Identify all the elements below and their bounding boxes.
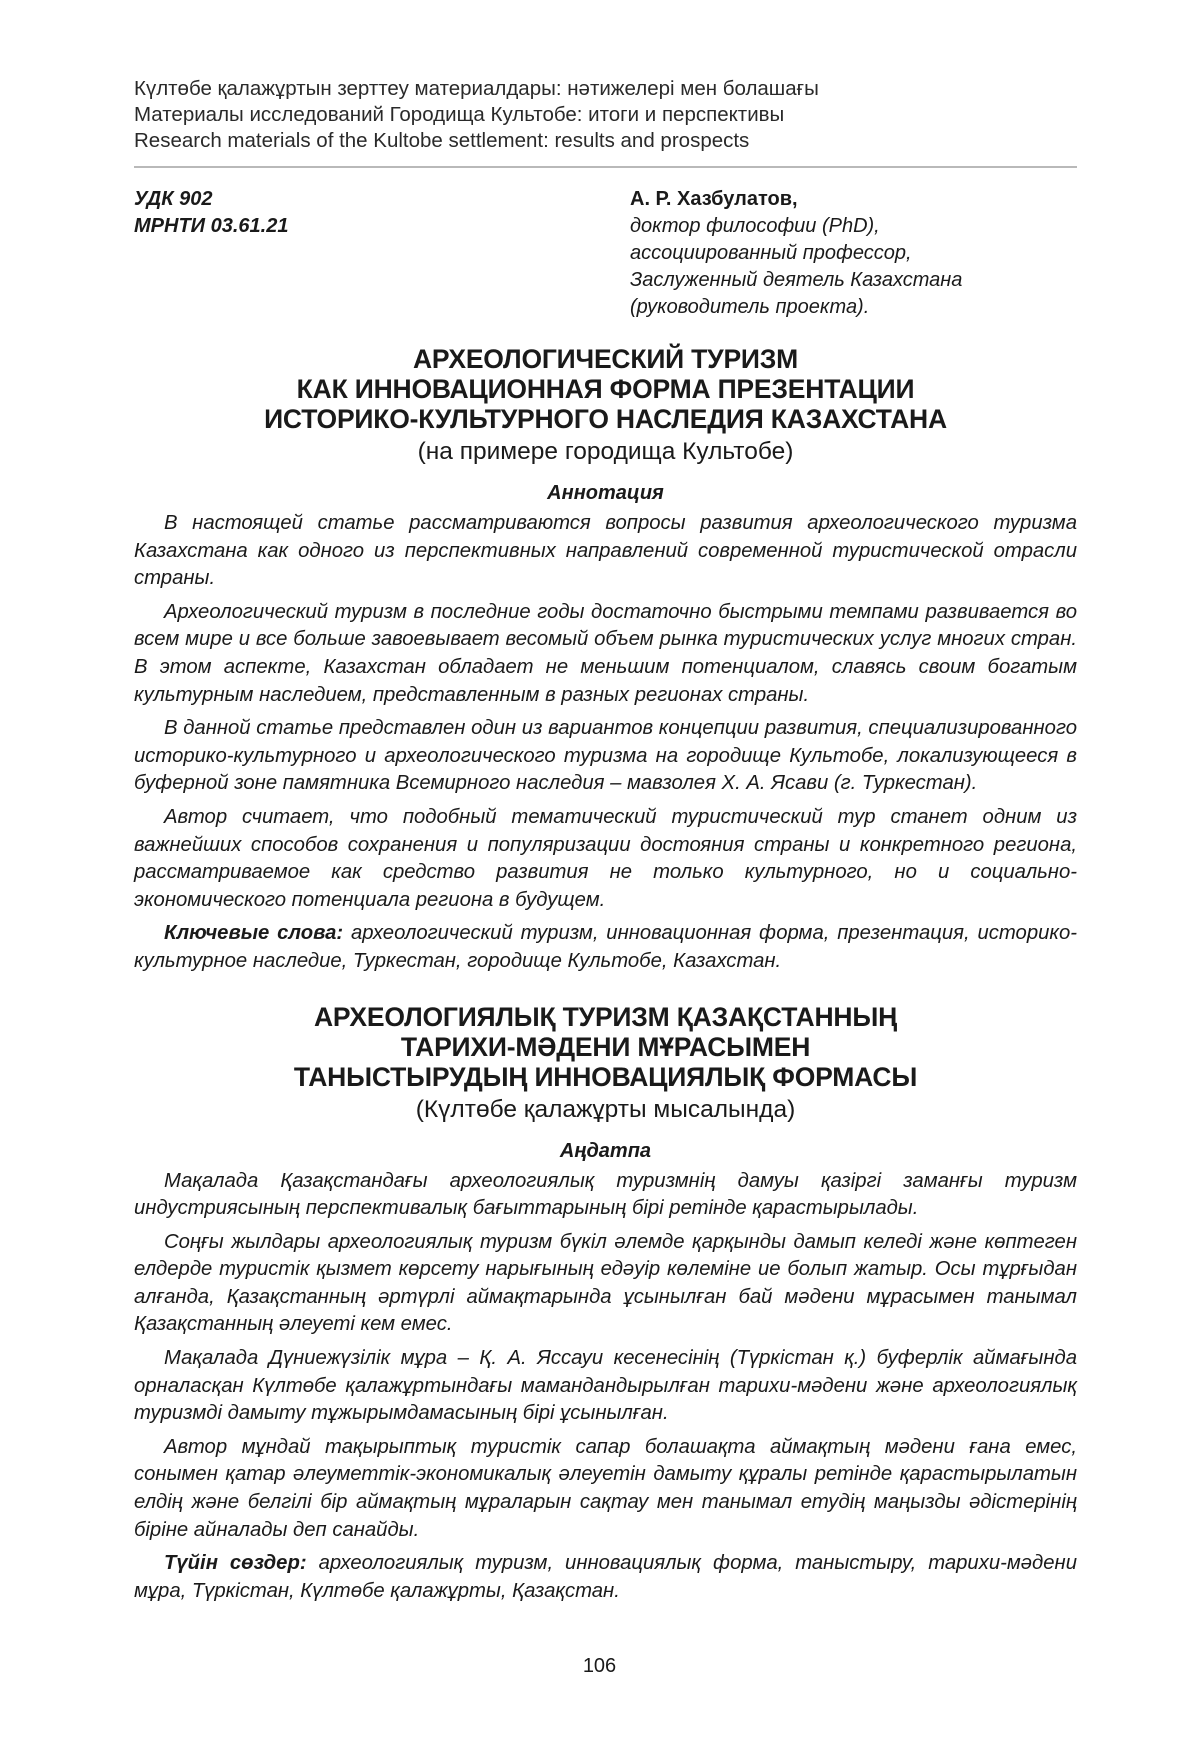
running-head-kz: Күлтөбе қалажұртын зерттеу материалдары: нәтижелері мен болашағы	[134, 77, 819, 100]
classification-codes	[134, 186, 288, 240]
ru-keywords-list: археологический туризм, инновационная форма, презентация, историко-культурное наследие, Туркестан, городище Культобе, Казахстан.	[134, 922, 1077, 972]
page-number: 106	[582, 1655, 617, 1677]
ru-abstract	[134, 510, 1077, 976]
kz-title-line2: ТАРИХИ-МӘДЕНИ МҰРАСЫМЕН	[400, 1031, 811, 1062]
kz-abstract-paragraph: Мақалада Қазақстандағы археологиялық туризмнің дамуы қазіргі заманғы туризм индустриясының перспективалық бағыттарының бірі ретінде қарастырылады.	[134, 1169, 1077, 1220]
kz-title-line3: ТАНЫСТЫРУДЫҢ ИННОВАЦИЯЛЫҚ ФОРМАСЫ	[293, 1061, 918, 1092]
ru-abstract-paragraph: Археологический туризм в последние годы достаточно быстрыми темпами развивается во всем мире и все больше завоевывает весомый объем рынка туристических услуг многих стран. В этом аспекте, Казахстан обладает не меньшим потенциалом, славясь своим богатым культурным наследием, представленным в разных регионах страны.	[134, 600, 1077, 706]
running-head	[134, 76, 1077, 154]
ru-title-line2: КАК ИННОВАЦИОННАЯ ФОРМА ПРЕЗЕНТАЦИИ	[296, 374, 915, 404]
ru-abstract-paragraph: В настоящей статье рассматриваются вопросы развития археологического туризма Казахстана как одного из перспективных направлений современной туристической отрасли страны.	[134, 512, 1077, 590]
ru-keywords	[134, 920, 1077, 975]
author-position: ассоциированный профессор,	[630, 242, 912, 264]
running-head-ru: Материалы исследований Городища Культобе: итоги и перспективы	[134, 103, 785, 126]
kz-abstract	[134, 1168, 1077, 1606]
ru-keywords-label: Ключевые слова:	[164, 922, 344, 945]
author-degree: доктор философии (PhD),	[630, 215, 880, 237]
running-head-en: Research materials of the Kultobe settlement: results and prospects	[134, 129, 750, 152]
author-role: (руководитель проекта).	[630, 296, 870, 318]
author-name: А. Р. Хазбулатов,	[630, 188, 798, 210]
ru-abstract-paragraph: Автор считает, что подобный тематический туристический тур станет одним из важнейших способов сохранения и популяризации достояния страны и конкретного региона, рассматриваемое как средство развития не только культурного, но и социально-экономического потенциала региона в будущем.	[134, 805, 1077, 911]
kz-abstract-paragraph: Автор мұндай тақырыптық туристік сапар болашақта аймақтың мәдени ғана емес, сонымен қатар әлеуметтік-экономикалық әлеуетін дамыту құралы ретінде қарастырылатын елдің және белгілі бір аймақтың мұраларын сақтау мен танымал етудің маңызды әдістерінің біріне айналады деп санайды.	[134, 1435, 1077, 1541]
kz-keywords	[134, 1550, 1077, 1605]
ru-title	[134, 344, 1077, 434]
author-honor: Заслуженный деятель Казахстана	[630, 269, 963, 291]
kz-abstract-heading: Аңдатпа	[559, 1139, 652, 1162]
kz-subtitle: (Күлтөбе қалажұрты мысалында)	[415, 1095, 796, 1123]
ru-title-line3: ИСТОРИКО-КУЛЬТУРНОГО НАСЛЕДИЯ КАЗАХСТАНА	[264, 404, 947, 434]
ru-abstract-paragraph: В данной статье представлен один из вариантов концепции развития, специализированного историко-культурного и археологического туризма на городище Культобе, локализующееся в буферной зоне памятника Всемирного наследия – мавзолея Х. А. Ясави (г. Туркестан).	[134, 717, 1077, 795]
kz-abstract-paragraph: Мақалада Дүниежүзілік мұра – Қ. А. Яссауи кесенесінің (Түркістан қ.) буферлік аймағында орналасқан Күлтөбе қалажұртындағы мамандандырылған тарихи-мәдени және археологиялық туризмді дамыту тұжырымдамасының бірі ұсынылған.	[134, 1347, 1077, 1425]
ru-subtitle: (на примере городища Культобе)	[417, 438, 794, 465]
page-content	[134, 76, 1077, 1611]
udk-code: УДК 902	[134, 188, 213, 210]
meta-row	[134, 186, 1077, 344]
kz-keywords-label: Түйін сөздер:	[164, 1552, 307, 1575]
author-block	[630, 186, 962, 321]
kz-abstract-paragraph: Соңғы жылдары археологиялық туризм бүкіл әлемде қарқынды дамып келеді және көптеген елдерде туристік қызмет көрсету нарығының едәуір көлеміне ие болып жатыр. Осы тұрғыдан алғанда, Қазақстанның әртүрлі аймақтарында ұсынылған бай мәдени мұрасымен танымал Қазақстанның әлеуеті кем емес.	[134, 1230, 1077, 1336]
kz-title-line1: АРХЕОЛОГИЯЛЫҚ ТУРИЗМ ҚАЗАҚСТАННЫҢ	[313, 1001, 898, 1032]
mrnti-code: МРНТИ 03.61.21	[134, 215, 289, 237]
kz-keywords-list: археологиялық туризм, инновациялық форма, таныстыру, тарихи-мәдени мұра, Түркістан, Күлтөбе қалажұрты, Қазақстан.	[134, 1552, 1077, 1602]
ru-abstract-heading: Аннотация	[547, 482, 664, 504]
kz-title	[134, 1002, 1077, 1092]
header-divider	[134, 166, 1077, 168]
ru-title-line1: АРХЕОЛОГИЧЕСКИЙ ТУРИЗМ	[412, 344, 799, 374]
